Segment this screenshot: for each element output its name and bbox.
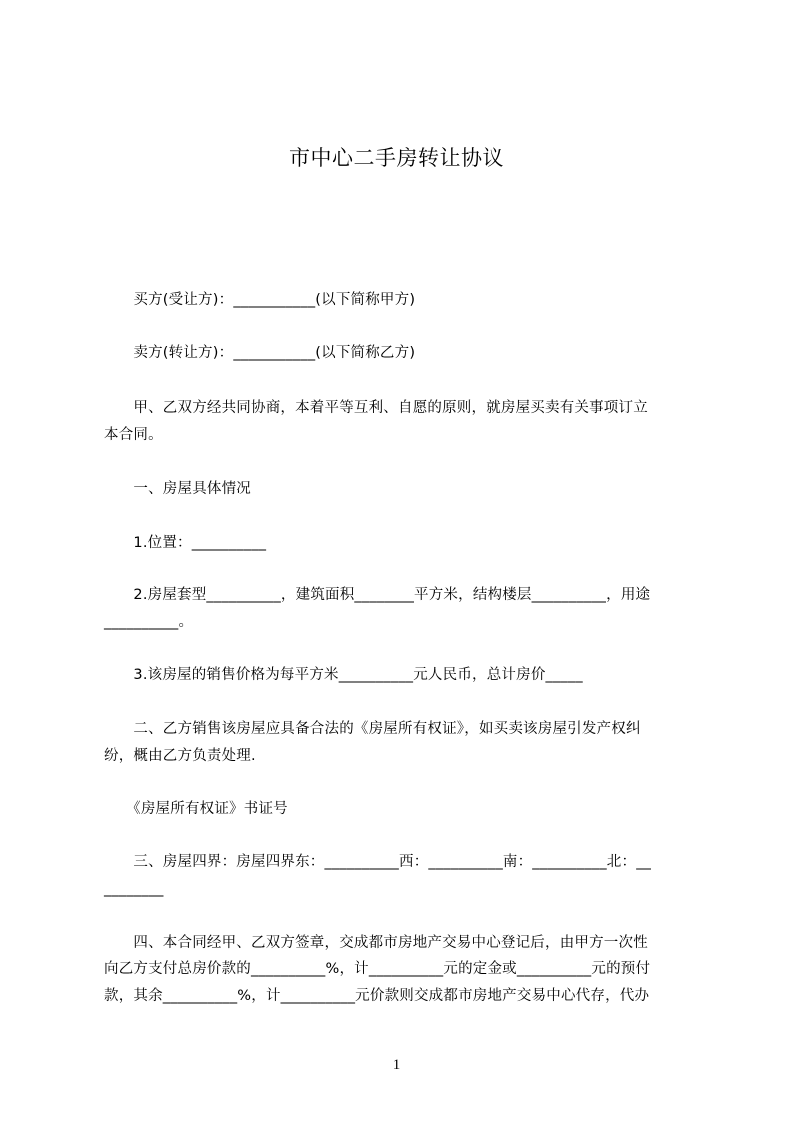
intro-paragraph-line-2: 本合同。 [104,427,163,443]
house-type-line-2: __________。 [104,614,194,630]
section-4-line-2: 向乙方支付总房价款的__________%，计__________元的定金或__________元的预付 [104,961,651,977]
certificate-number-line: 《房屋所有权证》书证号 [104,801,288,817]
section-1-heading: 一、房屋具体情况 [104,481,251,497]
house-type-line-1: 2.房屋套型__________，建筑面积________平方米，结构楼层__________，用途 [104,587,651,603]
section-3-line-2: ________ [104,881,164,897]
intro-paragraph-line-1: 甲、乙双方经共同协商，本着平等互利、自愿的原则，就房屋买卖有关事项订立 [104,400,648,416]
buyer-line: 买方(受让方)：___________(以下简称甲方) [104,292,416,308]
section-4-line-3: 款，其余__________%，计__________元价款则交成都市房地产交易中心代存，代办 [104,988,650,1004]
page-number: 1 [392,1057,401,1073]
location-line: 1.位置：__________ [104,535,267,551]
price-line: 3.该房屋的销售价格为每平方米__________元人民币，总计房价_____ [104,667,583,683]
section-2-line-2: 纷，概由乙方负责处理. [104,748,256,764]
section-3-line-1: 三、房屋四界：房屋四界东：__________西：__________南：__________北：__ [104,854,652,870]
section-2-line-1: 二、乙方销售该房屋应具备合法的《房屋所有权证》，如买卖该房屋引发产权纠 [104,721,641,737]
seller-line: 卖方(转让方)：___________(以下简称乙方) [104,345,416,361]
section-4-line-1: 四、本合同经甲、乙双方签章，交成都市房地产交易中心登记后，由甲方一次性 [104,935,648,951]
document-title: 市中心二手房转让协议 [289,146,504,170]
